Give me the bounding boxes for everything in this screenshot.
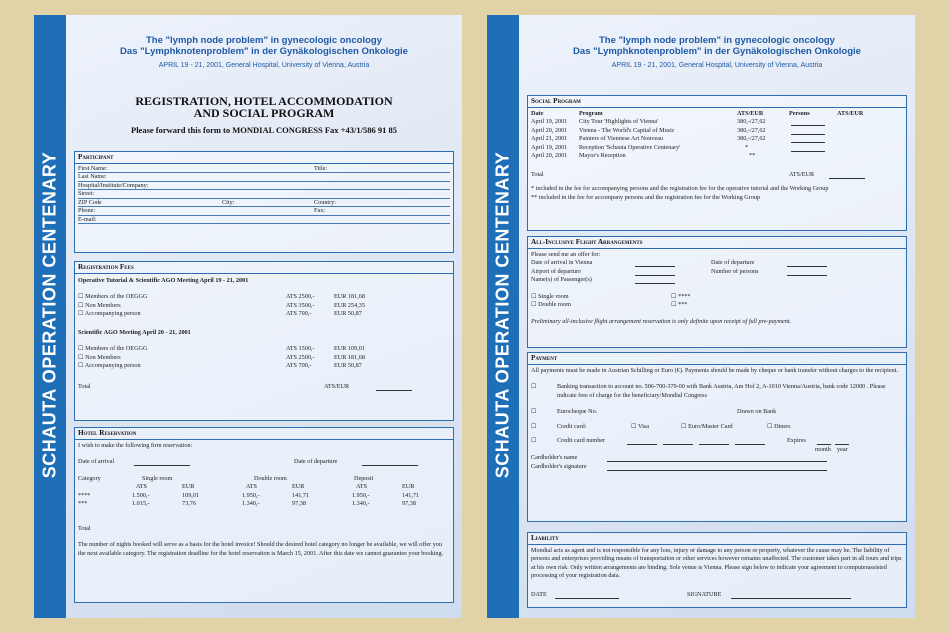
cardno-label: Credit card number xyxy=(557,437,606,444)
event-program: Painters of Viennese Art Nouveau xyxy=(579,135,664,142)
social-note1: * included in the fee for accompanying persons and the registration fee for the operative tutorial and the Working Group xyxy=(531,185,829,192)
hotel-heading: Hotel Reservation xyxy=(75,428,453,440)
card-signature-field[interactable] xyxy=(607,470,827,471)
double-room-option[interactable]: ☐ Double room xyxy=(531,301,571,308)
cheque-checkbox[interactable]: ☐ xyxy=(531,408,537,415)
event-date: April 19, 2001 xyxy=(531,118,568,125)
fees-heading: Registration Fees xyxy=(75,262,453,274)
fax-label[interactable]: Fax: xyxy=(314,207,326,214)
payment-section xyxy=(527,352,907,522)
side-band xyxy=(34,15,66,618)
col-ats: ATS xyxy=(136,483,148,490)
fee-eur: EUR 50,87 xyxy=(334,362,362,369)
drawn-label: Drawn on Bank xyxy=(737,408,777,415)
band-title: SCHAUTA OPERATION CENTENARY xyxy=(39,151,60,479)
departure-label: Date of departure xyxy=(294,458,338,465)
liability-heading: Liability xyxy=(528,533,906,545)
single-room-label: Single room xyxy=(142,474,173,482)
hotel-intro: I wish to make the following firm reservation: xyxy=(78,441,193,449)
fees-total-unit: ATS/EUR xyxy=(324,382,350,390)
cardno-checkbox[interactable]: ☐ xyxy=(531,437,537,444)
fee-eur: EUR 181,68 xyxy=(334,293,365,300)
fee-ats: ATS 2500,- xyxy=(286,293,315,300)
liability-section xyxy=(527,532,907,608)
hotel-price: 141,71 xyxy=(402,491,420,499)
event-date: April 21, 2001 xyxy=(531,135,568,142)
event-date: April 19, 2001 xyxy=(531,143,568,151)
liability-text: Mondial acts as agent and is not responsible for any loss, injury or damage to any person or property, whatever the cause may be. The liability of persons and enterprises providing means of transportation or other services however remains unaffected. The customer takes part in all tours and trips at his own risk. Only written arrangements are binding. Sole venue is Vienna. Please sign below to indicate your agreement to computerassisted processing of your registration data. xyxy=(531,546,902,579)
card-checkbox[interactable]: ☐ xyxy=(531,422,537,430)
hotel-category: *** xyxy=(78,500,88,507)
flight-heading: All-Inclusive Flight Arrangements xyxy=(528,237,906,249)
registration-fees-section xyxy=(74,261,454,421)
header-line1: The "lymph node problem" in gynecologic oncology xyxy=(599,35,835,46)
fee-option[interactable]: ☐ Members of the OEGGG xyxy=(78,293,148,300)
band-title: SCHAUTA OPERATION CENTENARY xyxy=(492,151,513,479)
hotel-note: The number of nights booked will serve as a basis for the hotel invoice! Should the desired hotel category no longer be available, we will offer you the next available category. The registration deadline for the hotel reservation is March 15, 2001. After this date we cannot guarantee your booking. xyxy=(78,541,444,557)
fee-ats: ATS 1500,- xyxy=(286,345,315,352)
month-label: month xyxy=(815,445,831,453)
event-program: Mayor's Reception xyxy=(579,152,626,159)
header-line3: APRIL 19 - 21, 2001, General Hospital, University of Vienna, Austria xyxy=(158,62,370,69)
country-label[interactable]: Country: xyxy=(314,198,337,206)
street-label[interactable]: Street: xyxy=(78,190,95,197)
visa-option[interactable]: ☐ Visa xyxy=(631,422,649,430)
cheque-label: Eurocheque No. xyxy=(557,408,598,415)
event-program: City Tour 'Highlights of Vienna' xyxy=(579,118,659,125)
participant-heading: Participant xyxy=(75,152,453,164)
fee-option[interactable]: ☐ Members of the OEGGG xyxy=(78,345,148,352)
flight-intro: Please send me an offer for: xyxy=(531,250,601,258)
col-program: Program xyxy=(579,109,603,117)
header-line1: The "lymph node problem" in gynecologic oncology xyxy=(146,35,382,46)
stars4-option[interactable]: ☐ **** xyxy=(671,292,691,300)
hotel-price: 97,38 xyxy=(402,500,416,507)
form-title xyxy=(66,95,462,135)
social-total-field[interactable] xyxy=(829,178,865,179)
fee-ats: ATS 3500,- xyxy=(286,301,315,309)
header-line2: Das "Lymphknotenproblem" in der Gynäkologischen Onkologie xyxy=(573,46,861,57)
double-room-label: Double room xyxy=(254,474,287,482)
fee-option[interactable]: ☐ Accompanying person xyxy=(78,362,141,369)
program-page xyxy=(487,15,915,618)
fee-eur: EUR 254,35 xyxy=(334,301,365,309)
fees-sub1: Operative Tutorial & Scientific AGO Meeting April 19 - 21, 2001 xyxy=(78,276,249,284)
forward-note: Please forward this form to MONDIAL CONGRESS Fax +43/1/586 91 85 xyxy=(131,125,397,135)
airport-label: Airport of departure xyxy=(531,267,581,275)
social-total-unit: ATS/EUR xyxy=(789,170,815,178)
event-date: April 20, 2001 xyxy=(531,152,568,159)
category-label: Category xyxy=(78,474,101,482)
col-ats: ATS xyxy=(246,483,258,490)
fee-ats: ATS 700,- xyxy=(286,362,312,369)
social-note2: ** included in the fee for accompany persons and the registration fee for the Working Group xyxy=(531,193,761,201)
hotel-price: 1.015,- xyxy=(132,500,150,507)
bank-transfer-text: Banking transaction to account no. 506-700-379-00 with Bank Austria, Am Hof 2, A-1010 Vienna/Austria, bank code 12000 . Please indicate free of charge for the beneficiary/Mondial Congress xyxy=(557,383,886,399)
persons-label: Number of persons xyxy=(711,267,759,275)
hotel-total-label: Total xyxy=(78,524,91,532)
event-price: 380,-/27,62 xyxy=(737,118,766,125)
col-persons: Persons xyxy=(789,109,810,117)
event-price: 380,-/27,62 xyxy=(737,126,766,134)
fees-total-field[interactable] xyxy=(376,390,412,391)
fees-sub2: Scientific AGO Meeting April 20 - 21, 2001 xyxy=(78,328,191,336)
hotel-price: 73,76 xyxy=(182,500,196,507)
arrival-field[interactable] xyxy=(134,465,190,466)
registration-page xyxy=(34,15,462,618)
side-band xyxy=(487,15,519,618)
departure-field[interactable] xyxy=(362,465,418,466)
fee-option[interactable]: ☐ Non Members xyxy=(78,301,121,309)
email-label[interactable]: E-mail: xyxy=(78,215,97,223)
hotel-price: 141,71 xyxy=(292,491,310,499)
social-program-section xyxy=(527,95,907,231)
hotel-price: 1.340,- xyxy=(352,500,370,507)
fee-option[interactable]: ☐ Accompanying person xyxy=(78,310,141,317)
bank-checkbox[interactable]: ☐ xyxy=(531,383,537,390)
col-total: ATS/EUR xyxy=(837,109,864,117)
hotel-price: 1.500,- xyxy=(132,491,150,499)
single-room-option[interactable]: ☐ Single room xyxy=(531,292,569,300)
flight-arrival-label: Date of arrival in Vienna xyxy=(531,259,593,266)
hotel-price: 109,01 xyxy=(182,491,200,499)
card-label: Credit card: xyxy=(557,422,587,430)
fee-ats: ATS 700,- xyxy=(286,310,312,317)
page-header xyxy=(66,15,462,69)
payment-intro: All payments must be made in Austrian Schilling or Euro (€). Payments should be made by cheque or bank transfer without charges to the recipient. xyxy=(531,366,898,374)
fee-eur: EUR 50,87 xyxy=(334,310,362,317)
passengers-label: Name(s) of Passenger(s) xyxy=(531,276,592,283)
hotel-price: 1.340,- xyxy=(242,500,260,507)
event-price: 380,-/27,62 xyxy=(737,135,766,142)
event-date: April 20, 2001 xyxy=(531,126,568,134)
header-line3: APRIL 19 - 21, 2001, General Hospital, University of Vienna, Austria xyxy=(611,62,823,69)
col-eur: EUR xyxy=(292,483,305,490)
event-program: Vienna - The World's Capital of Music xyxy=(579,126,675,134)
col-ats: ATS xyxy=(356,483,368,490)
event-price: ** xyxy=(749,152,756,159)
phone-label[interactable]: Phone: xyxy=(78,207,96,214)
first-name-label[interactable]: First Name: xyxy=(78,164,108,172)
fee-eur: EUR 109,01 xyxy=(334,345,365,352)
date-field[interactable] xyxy=(555,598,619,599)
col-price: ATS/EUR xyxy=(737,109,764,117)
hotel-price: 1.950,- xyxy=(352,491,370,499)
zip-label[interactable]: ZIP Code xyxy=(78,198,102,206)
diners-option[interactable]: ☐ Diners xyxy=(767,422,791,430)
fees-total-label: Total xyxy=(78,382,91,390)
col-date: Date xyxy=(531,109,544,117)
hotel-category: **** xyxy=(78,491,91,499)
flight-note: Preliminary all-inclusive flight arrangement reservation is only definite upon receipt of full pre-payment. xyxy=(531,317,792,325)
hotel-section xyxy=(74,427,454,603)
event-price: * xyxy=(745,143,749,151)
passengers-field[interactable] xyxy=(635,283,675,284)
hotel-price: 1.950,- xyxy=(242,491,260,499)
participant-section xyxy=(74,151,454,253)
flight-departure-label: Date of departure xyxy=(711,259,755,266)
social-heading: Social Program xyxy=(528,96,906,108)
arrival-label: Date of arrival xyxy=(78,458,115,465)
holder-label: Cardholder's name xyxy=(531,454,578,461)
col-eur: EUR xyxy=(182,483,195,490)
social-total-label: Total xyxy=(531,170,544,178)
page-header xyxy=(519,15,915,69)
city-label[interactable]: City: xyxy=(222,198,235,206)
payment-heading: Payment xyxy=(528,353,906,365)
expires-label: Expires xyxy=(787,437,806,444)
liability-signature-field[interactable] xyxy=(731,598,851,599)
col-eur: EUR xyxy=(402,483,415,490)
flight-section xyxy=(527,236,907,348)
signature-label: Cardholder's signature xyxy=(531,462,587,470)
stars3-option[interactable]: ☐ *** xyxy=(671,301,688,308)
fee-ats: ATS 2500,- xyxy=(286,353,315,361)
event-program: Reception 'Schauta Operative Centenary' xyxy=(579,143,681,151)
hospital-label[interactable]: Hospital/Institute/Company: xyxy=(78,181,149,189)
liability-signature-label: SIGNATURE xyxy=(687,590,722,598)
title-line2: AND SOCIAL PROGRAM xyxy=(193,106,335,120)
title-label[interactable]: Title: xyxy=(314,164,328,172)
last-name-label[interactable]: Last Name: xyxy=(78,173,107,180)
hotel-price: 97,38 xyxy=(292,500,306,507)
fee-eur: EUR 181,68 xyxy=(334,353,365,361)
date-label: DATE xyxy=(531,590,547,598)
title-line1: REGISTRATION, HOTEL ACCOMMODATION xyxy=(135,94,393,108)
deposit-label: Deposit xyxy=(354,474,374,482)
mastercard-option[interactable]: ☐ Euro/Master Card xyxy=(681,422,733,430)
header-line2: Das "Lymphknotenproblem" in der Gynäkologischen Onkologie xyxy=(120,46,408,57)
year-label: year xyxy=(837,445,848,453)
fee-option[interactable]: ☐ Non Members xyxy=(78,353,121,361)
